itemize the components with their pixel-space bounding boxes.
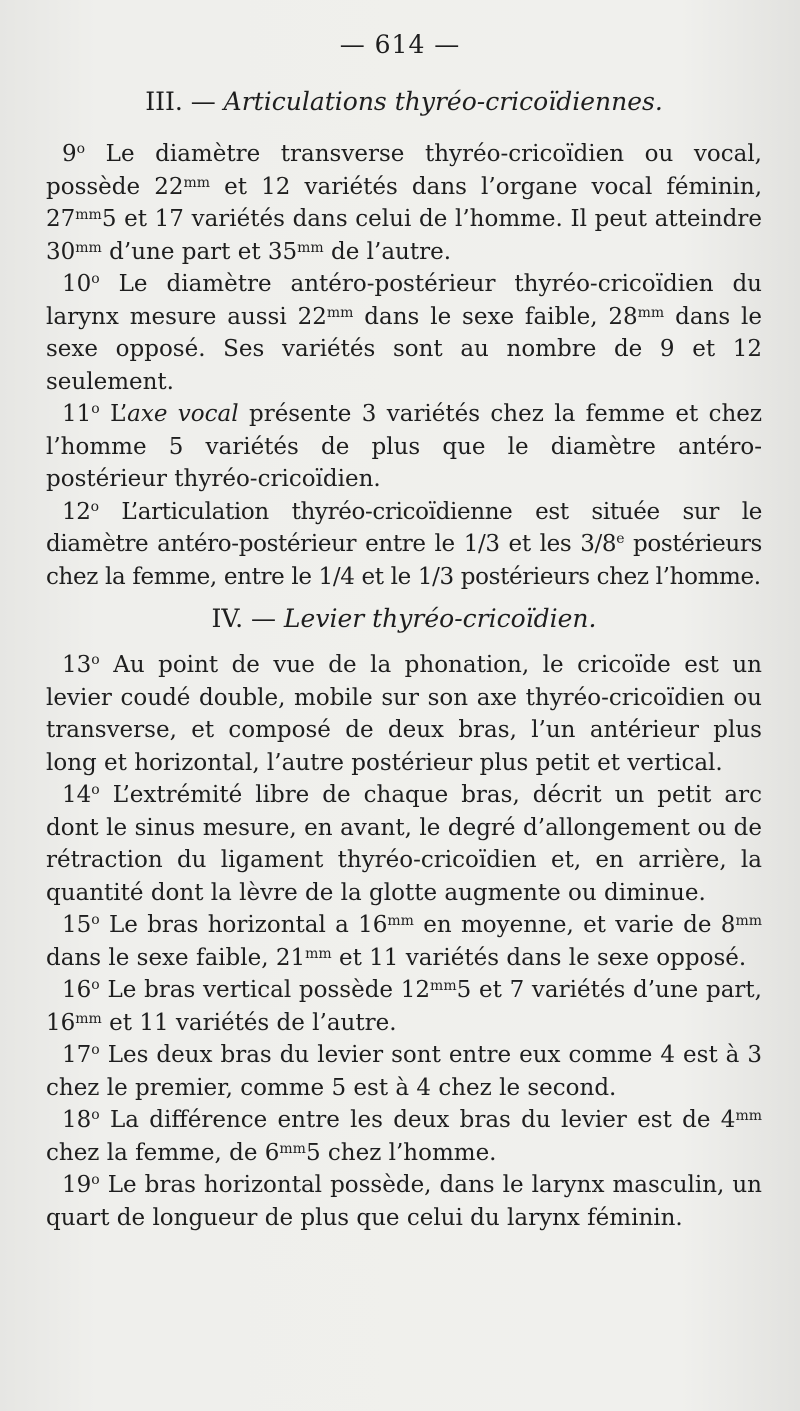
degree-mark: o: [91, 1042, 100, 1058]
paragraph-text: L’: [99, 401, 128, 427]
paragraph-9: [46, 138, 762, 268]
paragraph-text: d’une part et 35: [101, 238, 298, 265]
paragraph-text: dans le sexe faible, 21: [46, 944, 306, 971]
paragraph-number: 18: [62, 1107, 92, 1133]
degree-mark: o: [91, 1172, 100, 1188]
paragraph-number: 15: [62, 912, 92, 938]
unit-mm: mm: [279, 1140, 306, 1157]
degree-mark: o: [91, 782, 100, 798]
degree-mark: o: [91, 271, 100, 287]
paragraph-number: 19: [62, 1172, 92, 1198]
ordinal-superscript: e: [616, 531, 625, 547]
paragraph-11: [46, 398, 762, 496]
unit-mm: mm: [637, 304, 665, 321]
unit-mm: mm: [75, 207, 102, 223]
paragraph-text: dans le sexe opposé. Ses variétés sont au nombre de 9 et 12 seulement.: [46, 303, 762, 395]
paragraph-text: 5 et 7 variétés d’une part, 16: [46, 977, 762, 1036]
paragraph-text: et 11 variétés de l’autre.: [101, 1009, 397, 1036]
paragraph-13: [46, 649, 762, 779]
paragraph-text: Au point de vue de la phonation, le cricoïde est un levier coudé double, mobile sur son axe thyréo-cricoïdien ou transverse, et composé de deux bras, l’un antérieur plus long et horizontal, l’autre postérieur plus petit et vertical.: [46, 652, 762, 776]
paragraph-text: Le bras horizontal a 16: [99, 912, 388, 938]
paragraph-number: 13: [62, 652, 92, 678]
section-numeral: IV. —: [211, 604, 284, 633]
paragraph-text: et 12 variétés dans l’organe vocal féminin, 27: [46, 173, 763, 232]
paragraph-15: [46, 909, 762, 974]
paragraph-text: présente 3 variétés chez la femme et chez l’homme 5 variétés de plus que le diamètre antéro-postérieur thyréo-cricoïdien.: [46, 401, 762, 492]
unit-mm: mm: [387, 913, 414, 929]
paragraph-text: postérieurs chez la femme, entre le 1/4 et le 1/3 postérieurs chez l’homme.: [46, 531, 762, 590]
degree-mark: o: [90, 498, 99, 515]
paragraph-text: chez la femme, de 6: [46, 1139, 280, 1166]
degree-mark: o: [91, 652, 100, 668]
degree-mark: o: [91, 912, 100, 928]
paragraph-17: [46, 1039, 762, 1104]
paragraph-text: en moyenne, et varie de 8: [413, 912, 736, 938]
italic-term: axe vocal: [127, 401, 239, 427]
paragraph-text: Le bras vertical possède 12: [99, 977, 431, 1003]
paragraph-14: [46, 779, 762, 909]
paragraph-text: 5 et 17 variétés dans celui de l’homme. Il peut atteindre 30: [46, 206, 762, 265]
paragraph-text: Le bras horizontal possède, dans le larynx masculin, un quart de longueur de plus que celui du larynx féminin.: [46, 1172, 762, 1231]
degree-mark: o: [91, 977, 100, 993]
unit-mm: mm: [735, 1108, 762, 1124]
paragraph-19: [46, 1169, 762, 1234]
paragraph-number: 9: [62, 141, 77, 167]
degree-mark: o: [76, 141, 86, 157]
unit-mm: mm: [75, 1010, 102, 1027]
unit-mm: mm: [305, 945, 332, 962]
paragraph-text: L’extrémité libre de chaque bras, décrit un petit arc dont le sinus mesure, en avant, le degré d’allongement ou de rétraction du ligament thyréo-cricoïdien et, en arrière, la quantité dont la lèvre de la glotte augmente ou diminue.: [46, 782, 762, 906]
paragraph-number: 10: [62, 271, 92, 297]
degree-mark: o: [91, 1107, 100, 1123]
paragraph-text: L’articulation thyréo-cricoïdienne est située sur le diamètre antéro-postérieur entre le 1/3 et les 3/8: [46, 498, 762, 557]
paragraph-text: Le diamètre transverse thyréo-cricoïdien ou vocal, possède 22: [46, 141, 762, 200]
paragraph-10: [46, 268, 762, 398]
section-title-text: Articulations thyréo-cricoïdiennes.: [223, 87, 663, 116]
section-title-text: Levier thyréo-cricoïdien.: [283, 604, 597, 633]
unit-mm: mm: [75, 239, 102, 256]
text-block: [46, 86, 762, 1234]
paragraph-text: Les deux bras du levier sont entre eux comme 4 est à 3 chez le premier, comme 5 est à 4 chez le second.: [46, 1042, 762, 1101]
page-number: — 614 —: [339, 30, 461, 59]
unit-mm: mm: [735, 913, 762, 929]
unit-mm: mm: [326, 304, 354, 321]
unit-mm: mm: [430, 978, 457, 994]
paragraph-number: 16: [62, 977, 92, 1003]
paragraph-number: 11: [62, 401, 92, 427]
paragraph-text: et 11 variétés dans le sexe opposé.: [331, 944, 747, 971]
paragraph-text: La différence entre les deux bras du levier est de 4: [99, 1107, 736, 1133]
paragraph-text: Le diamètre antéro-postérieur thyréo-cricoïdien du larynx mesure aussi 22: [46, 271, 762, 330]
paragraph-text: 5 chez l’homme.: [305, 1139, 497, 1166]
paragraph-12: [46, 496, 762, 594]
paragraph-text: dans le sexe faible, 28: [353, 303, 638, 330]
paragraph-number: 14: [62, 782, 92, 808]
paragraph-text: de l’autre.: [323, 238, 452, 265]
paragraph-18: [46, 1104, 762, 1169]
degree-mark: o: [91, 401, 100, 417]
paragraph-number: 17: [62, 1042, 92, 1068]
unit-mm: mm: [183, 174, 211, 191]
section-numeral: III. —: [145, 87, 224, 116]
unit-mm: mm: [297, 239, 324, 256]
paragraph-16: [46, 974, 762, 1039]
section-heading-iii: [46, 86, 762, 118]
section-heading-iv: [46, 603, 762, 635]
paragraph-number: 12: [62, 498, 91, 525]
